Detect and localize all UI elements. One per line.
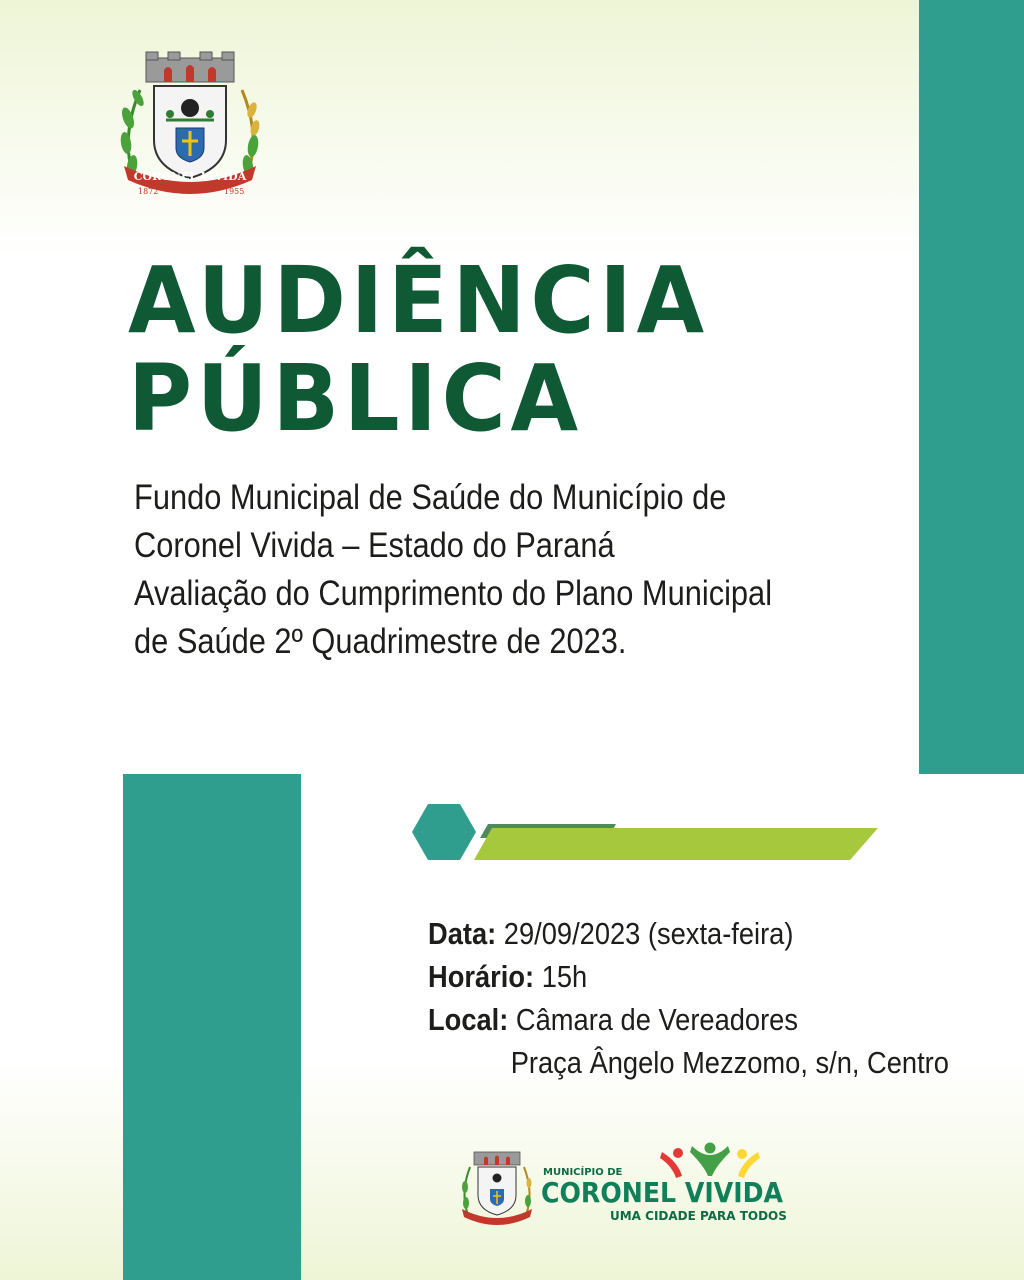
title-line-1: AUDIÊNCIA bbox=[128, 247, 709, 354]
event-details bbox=[428, 912, 949, 1084]
place-label: Local: bbox=[428, 1002, 509, 1037]
decorative-bar-right bbox=[919, 0, 1024, 774]
three-people-icon bbox=[660, 1143, 760, 1179]
description-line-2: Coronel Vivida – Estado do Paraná bbox=[134, 526, 615, 565]
page-title bbox=[128, 247, 709, 452]
footer-city-name: CORONEL VIVIDA bbox=[541, 1176, 784, 1209]
crest-year-left: 1872 bbox=[138, 187, 159, 196]
address-row bbox=[428, 1041, 949, 1084]
hexagon-icon bbox=[412, 804, 476, 860]
footer-municipality-label: MUNICÍPIO DE bbox=[543, 1167, 623, 1178]
decorative-ornament bbox=[412, 804, 882, 862]
title-line-2: PÚBLICA bbox=[128, 345, 583, 452]
address-value: Praça Ângelo Mezzomo, s/n, Centro bbox=[510, 1045, 949, 1080]
description-line-3: Avaliação do Cumprimento do Plano Municipal bbox=[134, 574, 773, 613]
time-value: 15h bbox=[541, 959, 588, 994]
place-row bbox=[428, 998, 921, 1041]
decorative-bar-left bbox=[123, 774, 301, 1280]
place-value: Câmara de Vereadores bbox=[515, 1002, 798, 1037]
crest-banner-text: CORONEL VIVIDA bbox=[133, 170, 247, 183]
date-label: Data: bbox=[428, 916, 497, 951]
date-row bbox=[428, 912, 921, 955]
date-value: 29/09/2023 (sexta-feira) bbox=[503, 916, 794, 951]
time-label: Horário: bbox=[428, 959, 535, 994]
stripe-lime bbox=[474, 828, 878, 860]
description-line-4: de Saúde 2º Quadrimestre de 2023. bbox=[134, 622, 627, 661]
coat-of-arms-icon bbox=[116, 48, 264, 196]
footer-slogan: UMA CIDADE PARA TODOS bbox=[610, 1209, 787, 1223]
time-row bbox=[428, 955, 921, 998]
description-line-1: Fundo Municipal de Saúde do Município de bbox=[134, 478, 727, 517]
footer-coat-of-arms-icon bbox=[458, 1147, 536, 1225]
crest-year-right: 1955 bbox=[224, 187, 245, 196]
event-description bbox=[134, 474, 803, 666]
